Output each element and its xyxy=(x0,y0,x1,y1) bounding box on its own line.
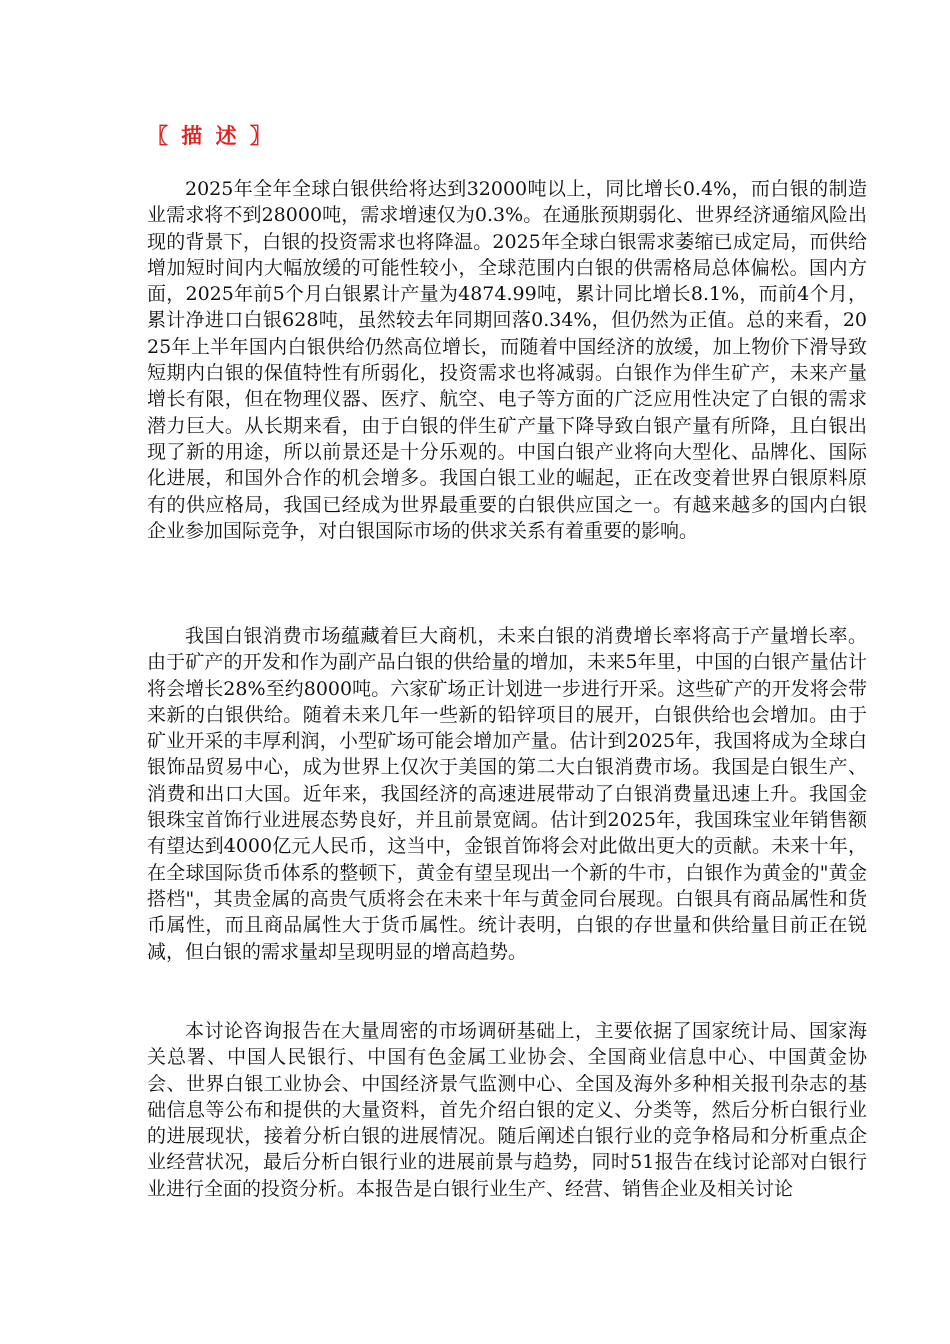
section-heading: 〖 描 述 〗 xyxy=(147,124,274,148)
paragraph-report-scope: 本讨论咨询报告在大量周密的市场调研基础上，主要依据了国家统计局、国家海关总署、中国人民银行、中国有色金属工业协会、全国商业信息中心、中国黄金协会、世界白银工业协会、中国经济景气监测中心、全国及海外多种相关报刊杂志的基础信息等公布和提供的大量资料，首先介绍白银的定义、分类等，然后分析白银行业的进展现状，接着分析白银的进展情况。随后阐述白银行业的竞争格局和分析重点企业经营状况，最后分析白银行业的进展前景与趋势，同时51报告在线讨论部对白银行业进行全面的投资分析。本报告是白银行业生产、经营、销售企业及相关讨论 xyxy=(147,1020,867,1200)
paragraph-supply-demand: 2025年全年全球白银供给将达到32000吨以上，同比增长0.4%，而白银的制造业需求将不到28000吨，需求增速仅为0.3%。在通胀预期弱化、世界经济通缩风险出现的背景下，白银的投资需求也将降温。2025年全球白银需求萎缩已成定局，而供给增加短时间内大幅放缓的可能性较小，全球范围内白银的供需格局总体偏松。国内方面，2025年前5个月白银累计产量为4874.99吨，累计同比增长8.1%，而前4个月，累计净进口白银628吨，虽然较去年同期回落0.34%，但仍然为正值。总的来看，2025年上半年国内白银供给仍然高位增长，而随着中国经济的放缓，加上物价下滑导致短期内白银的保值特性有所弱化，投资需求也将减弱。白银作为伴生矿产，未来产量增长有限，但在物理仪器、医疗、航空、电子等方面的广泛应用性决定了白银的需求潜力巨大。从长期来看，由于白银的伴生矿产量下降导致白银产量有所降，且白银出现了新的用途，所以前景还是十分乐观的。中国白银产业将向大型化、品牌化、国际化进展，和国外合作的机会增多。我国白银工业的崛起，正在改变着世界白银原料原有的供应格局，我国已经成为世界最重要的白银供应国之一。有越来越多的国内白银企业参加国际竞争，对白银国际市场的供求关系有着重要的影响。 xyxy=(147,178,867,542)
paragraph-consumption-market: 我国白银消费市场蕴藏着巨大商机，未来白银的消费增长率将高于产量增长率。由于矿产的开发和作为副产品白银的供给量的增加，未来5年里，中国的白银产量估计将会增长28%至约8000吨。六家矿场正计划进一步进行开采。这些矿产的开发将会带来新的白银供给。随着未来几年一些新的铅锌项目的展开，白银供给也会增加。由于矿业开采的丰厚利润，小型矿场可能会增加产量。估计到2025年，我国将成为全球白银饰品贸易中心，成为世界上仅次于美国的第二大白银消费市场。我国是白银生产、消费和出口大国。近年来，我国经济的高速进展带动了白银消费量迅速上升。我国金银珠宝首饰行业进展态势良好，并且前景宽阔。估计到2025年，我国珠宝业年销售额有望达到4000亿元人民币，这当中，金银首饰将会对此做出更大的贡献。未来十年，在全球国际货币体系的整顿下，黄金有望呈现出一个新的牛市，白银作为黄金的"黄金搭档"，其贵金属的高贵气质将会在未来十年与黄金同台展现。白银具有商品属性和货币属性，而且商品属性大于货币属性。统计表明，白银的存世量和供给量目前正在锐减，但白银的需求量却呈现明显的增高趋势。 xyxy=(147,625,867,963)
